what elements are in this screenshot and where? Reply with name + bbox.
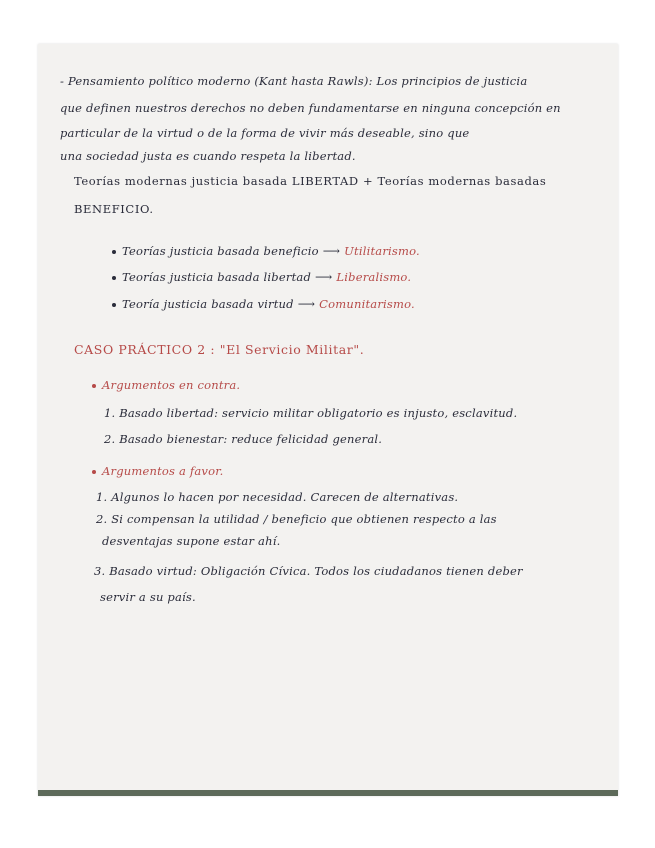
favor-heading (92, 464, 224, 478)
list-item: 3. Basado virtud: Obligación Cívica. Todos los ciudadanos tienen deber (94, 564, 523, 578)
notebook-page (38, 44, 618, 796)
arrow-right-icon: ⟶ (322, 244, 341, 258)
against-heading (92, 378, 240, 392)
text-line: que definen nuestros derechos no deben fundamentarse en ninguna concepción en (60, 101, 561, 115)
bullet-dot-icon (112, 276, 116, 280)
list-item: servir a su país. (100, 590, 196, 604)
list-item: desventajas supone estar ahí. (102, 534, 281, 548)
bullet-dot-icon (92, 470, 96, 474)
theory-result: Utilitarismo. (344, 244, 420, 258)
heading-label: Argumentos a favor. (102, 464, 224, 478)
theory-item (112, 270, 411, 284)
theory-item (112, 297, 415, 311)
text-line: una sociedad justa es cuando respeta la libertad. (60, 149, 356, 163)
text-line: Teorías modernas justicia basada LIBERTAD + Teorías modernas basadas (74, 174, 547, 188)
page-edge (38, 790, 618, 796)
text-line: BENEFICIO. (74, 202, 154, 216)
theory-result: Liberalismo. (336, 270, 412, 284)
theory-result: Comunitarismo. (319, 297, 415, 311)
list-item: 1. Algunos lo hacen por necesidad. Carecen de alternativas. (96, 490, 459, 504)
bullet-dot-icon (92, 384, 96, 388)
case-title: CASO PRÁCTICO 2 : "El Servicio Militar". (74, 342, 365, 357)
theory-label: Teorías justicia basada beneficio (122, 244, 319, 258)
heading-label: Argumentos en contra. (102, 378, 241, 392)
bullet-dot-icon (112, 303, 116, 307)
text-line: - Pensamiento político moderno (Kant hasta Rawls): Los principios de justicia (60, 74, 528, 88)
arrow-right-icon: ⟶ (315, 270, 333, 284)
theory-item (112, 244, 420, 258)
arrow-right-icon: ⟶ (297, 297, 316, 311)
theory-label: Teorías justicia basada libertad (122, 270, 312, 284)
text-line: particular de la virtud o de la forma de vivir más deseable, sino que (60, 126, 470, 140)
list-item: 2. Basado bienestar: reduce felicidad general. (104, 432, 383, 446)
list-item: 2. Si compensan la utilidad / beneficio que obtienen respecto a las (96, 512, 497, 526)
list-item: 1. Basado libertad: servicio militar obligatorio es injusto, esclavitud. (104, 406, 518, 420)
theory-label: Teoría justicia basada virtud (122, 297, 294, 311)
bullet-dot-icon (112, 250, 116, 254)
